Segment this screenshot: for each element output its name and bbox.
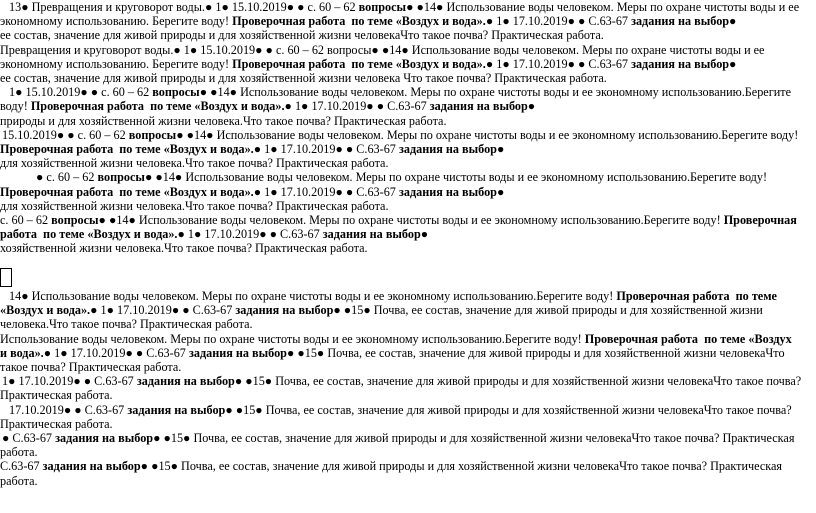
text-segment: работа. xyxy=(0,473,38,488)
text-line xyxy=(0,14,812,28)
bold-text-segment: «Воздух и вода». xyxy=(0,303,91,318)
text-segment: Практическая работа. xyxy=(0,388,113,403)
text-line xyxy=(0,417,812,431)
text-segment: ●15● Почва, ее состав, значение для живой природы и для хозяйственной жизни человекаЧто такое почва? xyxy=(232,402,792,417)
text-segment: ● 1● 17.10.2019● ● С.63-67 xyxy=(485,14,632,29)
text-segment: ●15● Почва, ее состав, значение для живой природы и для хозяйственной жизни xyxy=(340,303,763,318)
bold-text-segment: задания на выбор● xyxy=(136,374,243,389)
bold-text-segment: задания на выбор● xyxy=(398,184,505,199)
text-segment: 13● Превращения и круговорот воды.● 1● 15.10.2019● ● с. 60 – 62 xyxy=(9,0,359,14)
text-segment: ●15● Почва, ее состав, значение для живой природы и для хозяйственной жизни человекаЧто такое почва? Практическая xyxy=(148,459,782,474)
text-segment: ее состав, значение для живой природы и для хозяйственной жизни человека Что такое почва? Практическая работа. xyxy=(0,71,607,86)
text-segment: ● 1● 17.10.2019● ● С.63-67 xyxy=(177,227,323,242)
bold-text-segment: Проверочная работа по теме xyxy=(616,289,777,303)
bold-text-segment: вопросы● xyxy=(358,0,417,14)
bold-text-segment: Проверочная работа по теме «Воздух и вода». xyxy=(232,14,486,29)
text-segment: С.63-67 xyxy=(0,459,43,474)
bold-text-segment: вопросы● xyxy=(97,170,156,185)
text-segment: работа. xyxy=(0,445,38,460)
text-line xyxy=(0,185,812,199)
text-segment: ● 1● 17.10.2019● ● С.63-67 xyxy=(253,142,399,157)
text-segment: ●14● Использование воды человеком. Меры по охране чистоты воды и ее xyxy=(416,0,800,14)
text-segment: природы и для хозяйственной жизни человека.Что такое почва? Практическая работа. xyxy=(0,113,447,128)
text-segment: человека.Что такое почва? Практическая работа. xyxy=(0,317,253,332)
bold-text-segment: Проверочная xyxy=(723,213,797,228)
text-segment: ● 1● 17.10.2019● ● С.63-67 xyxy=(90,303,236,318)
text-line xyxy=(0,57,812,71)
text-line xyxy=(0,241,812,255)
bold-text-segment: задания на выбор● xyxy=(631,56,737,71)
text-line xyxy=(0,71,812,85)
text-segment: для хозяйственной жизни человека.Что такое почва? Практическая работа. xyxy=(0,198,389,213)
text-segment: экономному использованию. Берегите воду! xyxy=(0,56,233,71)
text-segment: ●15● Почва, ее состав, значение для живой природы и для хозяйственной жизни человекаЧто такое почва? Практическая xyxy=(160,431,795,446)
empty-cell-box xyxy=(0,268,12,287)
text-line xyxy=(0,346,812,360)
text-segment: Использование воды человеком. Меры по охране чистоты воды и ее экономному использованию.Берегите воду! xyxy=(0,331,585,346)
text-segment: ● 1● 17.10.2019● ● С.63-67 xyxy=(284,99,430,114)
text-segment: воду! xyxy=(0,99,31,114)
text-line xyxy=(0,85,812,99)
bold-text-segment: задания на выбор● xyxy=(631,14,737,29)
text-segment: ●14● Использование воды человеком. Меры по охране чистоты воды и ее экономному использованию.Берегите воду! xyxy=(155,170,768,185)
text-line xyxy=(0,128,812,142)
text-line xyxy=(0,445,812,459)
bold-text-segment: Проверочная работа по теме «Воздух и вода». xyxy=(0,142,254,157)
text-segment: Практическая работа. xyxy=(0,416,113,431)
text-segment: ● с. 60 – 62 xyxy=(36,170,98,185)
text-block-lower xyxy=(0,289,812,488)
text-segment: экономному использованию. Берегите воду! xyxy=(0,14,233,29)
text-line xyxy=(0,227,812,241)
text-line xyxy=(0,459,812,473)
text-line xyxy=(0,156,812,170)
text-line xyxy=(0,303,812,317)
bold-text-segment: задания на выбор● xyxy=(429,99,536,114)
text-segment: ● 1● 17.10.2019● ● С.63-67 xyxy=(485,56,632,71)
text-line xyxy=(0,142,812,156)
text-segment: ●14● Использование воды человеком. Меры по охране чистоты воды и ее экономному использованию.Берегите воду! xyxy=(108,213,724,228)
text-segment: 17.10.2019● ● С.63-67 xyxy=(9,402,128,417)
bold-text-segment: задания на выбор● xyxy=(235,303,341,318)
text-line xyxy=(0,114,812,128)
bold-text-segment: задания на выбор● xyxy=(322,227,429,242)
text-segment: ●14● Использование воды человеком. Меры по охране чистоты воды и ее экономному использованию.Берегите xyxy=(210,85,791,100)
text-line xyxy=(0,431,812,445)
text-line xyxy=(0,388,812,402)
text-segment: для хозяйственной жизни человека.Что такое почва? Практическая работа. xyxy=(0,156,389,171)
bold-text-segment: и вода». xyxy=(0,345,44,360)
text-line xyxy=(0,332,812,346)
text-line xyxy=(0,28,812,42)
text-line xyxy=(0,170,812,184)
text-segment: ее состав, значение для живой природы и для хозяйственной жизни человекаЧто такое почва? Практическая работа. xyxy=(0,28,604,43)
text-line xyxy=(0,213,812,227)
text-segment: такое почва? Практическая работа. xyxy=(0,360,182,375)
bold-text-segment: Проверочная работа по теме «Воздух и вода». xyxy=(232,56,486,71)
bold-text-segment: задания на выбор● xyxy=(398,142,505,157)
text-line xyxy=(0,43,812,57)
bold-text-segment: вопросы● xyxy=(51,213,109,228)
text-segment: ● 1● 17.10.2019● ● С.63-67 xyxy=(253,184,399,199)
bold-text-segment: Проверочная работа по теме «Воздух и вода». xyxy=(30,99,285,114)
text-line xyxy=(0,0,812,14)
text-segment: ● С.63-67 xyxy=(2,431,56,446)
text-line xyxy=(0,317,812,331)
text-segment: ● 1● 17.10.2019● ● С.63-67 xyxy=(43,345,189,360)
text-line xyxy=(0,403,812,417)
bold-text-segment: задания на выбор● xyxy=(42,459,149,474)
text-segment: 1● 17.10.2019● ● С.63-67 xyxy=(2,374,137,389)
text-line xyxy=(0,199,812,213)
bold-text-segment: задания на выбор● xyxy=(127,402,233,417)
text-segment: ●15● Почва, ее состав, значение для живой природы и для хозяйственной жизни человекаЧто такое почва? xyxy=(242,374,802,389)
text-line xyxy=(0,374,812,388)
text-segment: 1● 15.10.2019● ● с. 60 – 62 xyxy=(9,85,153,100)
text-line xyxy=(0,474,812,488)
text-segment: 15.10.2019● ● с. 60 – 62 xyxy=(2,127,129,142)
bold-text-segment: вопросы● xyxy=(152,85,211,100)
text-segment: Превращения и круговорот воды.● 1● 15.10.2019● ● с. 60 – 62 вопросы● ●14● Использование воды человеком. Меры по охране чистоты воды и ее xyxy=(0,42,765,57)
text-line xyxy=(0,360,812,374)
text-segment: ●15● Почва, ее состав, значение для живой природы и для хозяйственной жизни человекаЧто xyxy=(294,345,785,360)
text-line xyxy=(0,289,812,303)
bold-text-segment: Проверочная работа по теме «Воздух xyxy=(584,331,792,346)
text-block-upper xyxy=(0,0,812,256)
text-segment: хозяйственной жизни человека.Что такое почва? Практическая работа. xyxy=(0,241,368,256)
bold-text-segment: работа по теме «Воздух и вода». xyxy=(0,227,178,242)
bold-text-segment: Проверочная работа по теме «Воздух и вода». xyxy=(0,184,254,199)
text-segment: ●14● Использование воды человеком. Меры по охране чистоты воды и ее экономному использованию.Берегите воду! xyxy=(186,127,799,142)
text-segment: 14● Использование воды человеком. Меры по охране чистоты воды и ее экономному использованию.Берегите воду! xyxy=(9,289,617,303)
bold-text-segment: задания на выбор● xyxy=(188,345,295,360)
bold-text-segment: вопросы● xyxy=(128,127,187,142)
text-segment: с. 60 – 62 xyxy=(0,213,52,228)
bold-text-segment: задания на выбор● xyxy=(55,431,161,446)
text-line xyxy=(0,99,812,113)
